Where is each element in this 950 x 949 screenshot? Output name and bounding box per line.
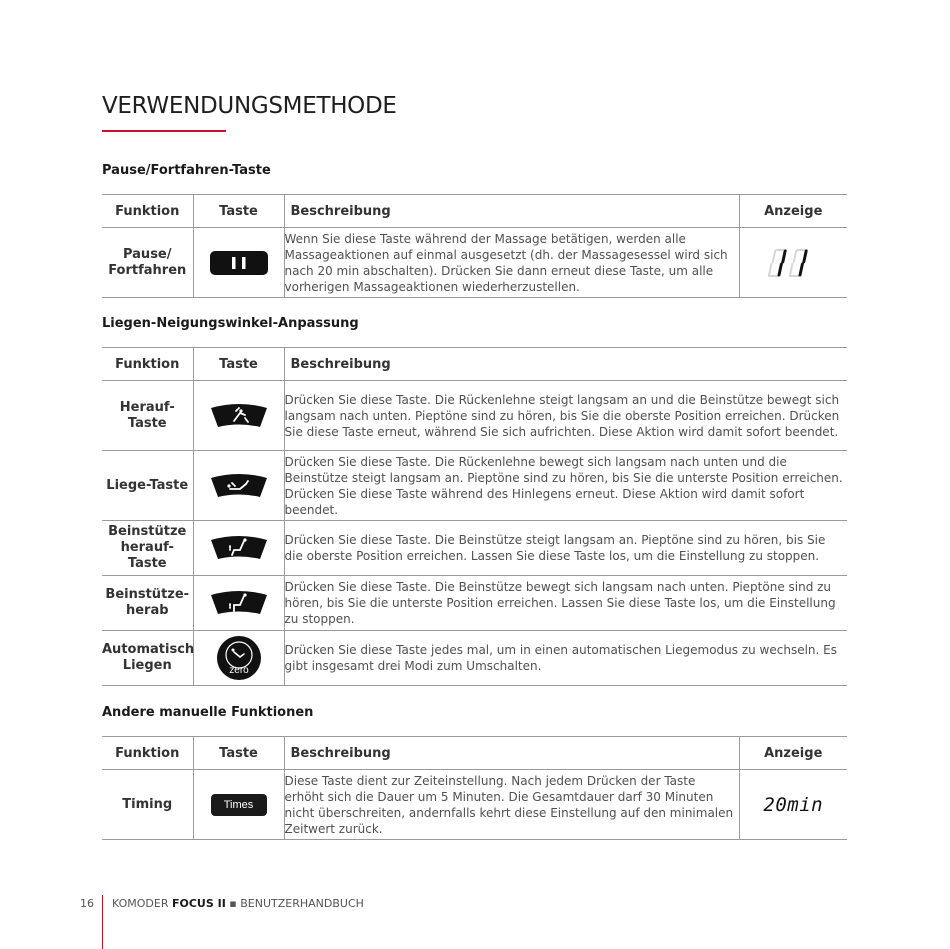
function-name: Beinstütze herauf- Taste [102,521,193,576]
segment-display-pause-icon [768,247,818,279]
header-beschreibung: Beschreibung [284,737,739,770]
function-name: Pause/ Fortfahren [102,228,193,298]
function-name: Timing [102,770,193,840]
table-row [102,631,847,686]
other-table [102,736,847,840]
header-funktion: Funktion [102,737,193,770]
description: Drücken Sie diese Taste. Die Rückenlehne bewegt sich langsam nach unten und die Beinstütze steigt langsam an. Pieptöne sind zu hören, bis Sie die unterste Position erreichen. Drücken Sie diese Taste während des Hinlegens erneut. Diese Aktion wird damit sofort beendet. [284,451,847,521]
zero-label: zero [228,665,249,676]
description: Diese Taste dient zur Zeiteinstellung. Nach jedem Drücken der Taste erhöht sich die Dauer um 5 Minuten. Die Gesamtdauer darf 30 Minuten nicht überschreiten, andernfalls kehrt diese Einstellung auf den minimalen Zeitwert zurück. [284,770,739,840]
recline-up-icon [210,403,268,429]
header-funktion: Funktion [102,348,193,381]
description: Wenn Sie diese Taste während der Massage betätigen, werden alle Massageaktionen auf einmal ausgesetzt (dh. der Massagesessel wird sich nach 20 min abschalten). Drücken Sie dann erneut diese Taste, um alle vorherigen Massageaktionen wiederherzustellen. [284,228,739,298]
function-name: Automatisch Liegen [102,631,193,686]
table-row [102,770,847,840]
page-title: VERWENDUNGSMETHODE [102,93,397,119]
times-button: Times [211,794,267,816]
footer-brand: KOMODER [112,897,169,910]
header-anzeige: Anzeige [739,737,847,770]
display-cell [739,770,847,840]
recline-table [102,347,847,686]
legrest-up-icon [210,535,268,561]
key-cell [193,631,284,686]
key-cell [193,521,284,576]
timer-display: 20min [763,793,824,816]
header-taste: Taste [193,348,284,381]
function-name: Liege-Taste [102,451,193,521]
display-cell [739,228,847,298]
title-underline [102,130,226,132]
table-header-row [102,737,847,770]
header-taste: Taste [193,737,284,770]
table-row [102,381,847,451]
key-cell [193,770,284,840]
table-header-row [102,195,847,228]
pause-table [102,194,847,298]
section-title-other: Andere manuelle Funktionen [102,705,314,720]
function-name: Beinstütze- herab [102,576,193,631]
table-row [102,521,847,576]
table-row [102,576,847,631]
table-row [102,451,847,521]
table-header-row [102,348,847,381]
legrest-down-icon [210,590,268,616]
footer-rule [102,895,103,949]
description: Drücken Sie diese Taste. Die Beinstütze steigt langsam an. Pieptöne sind zu hören, bis Sie die oberste Position erreichen. Lassen Sie diese Taste los, um die Einstellung zu stoppen. [284,521,847,576]
header-beschreibung: Beschreibung [284,195,739,228]
key-cell [193,228,284,298]
zero-gravity-icon [216,635,262,681]
page-number: 16 [80,897,94,910]
footer-doc: BENUTZERHANDBUCH [240,897,364,910]
description: Drücken Sie diese Taste. Die Rückenlehne steigt langsam an und die Beinstütze bewegt sich langsam nach unten. Pieptöne sind zu hören, bis Sie die oberste Position erreichen. Drücken Sie diese Taste erneut, während Sie sich aufrichten. Diese Aktion wird damit sofort beendet. [284,381,847,451]
pause-icon [210,251,268,275]
key-cell [193,381,284,451]
footer-text [112,897,364,910]
description: Drücken Sie diese Taste jedes mal, um in einen automatischen Liegemodus zu wechseln. Es gibt insgesamt drei Modi zum Umschalten. [284,631,847,686]
footer-separator: ▪ [229,897,237,910]
header-anzeige: Anzeige [739,195,847,228]
description: Drücken Sie diese Taste. Die Beinstütze bewegt sich langsam nach unten. Pieptöne sind zu hören, bis Sie die unterste Position erreichen. Lassen Sie diese Taste los, um die Einstellung zu stoppen. [284,576,847,631]
header-beschreibung: Beschreibung [284,348,847,381]
footer-model: FOCUS II [171,897,226,910]
key-cell [193,451,284,521]
key-cell [193,576,284,631]
header-funktion: Funktion [102,195,193,228]
header-taste: Taste [193,195,284,228]
function-name: Herauf- Taste [102,381,193,451]
recline-down-icon [210,473,268,499]
table-row [102,228,847,298]
section-title-pause: Pause/Fortfahren-Taste [102,163,271,178]
section-title-recline: Liegen-Neigungswinkel-Anpassung [102,316,359,331]
